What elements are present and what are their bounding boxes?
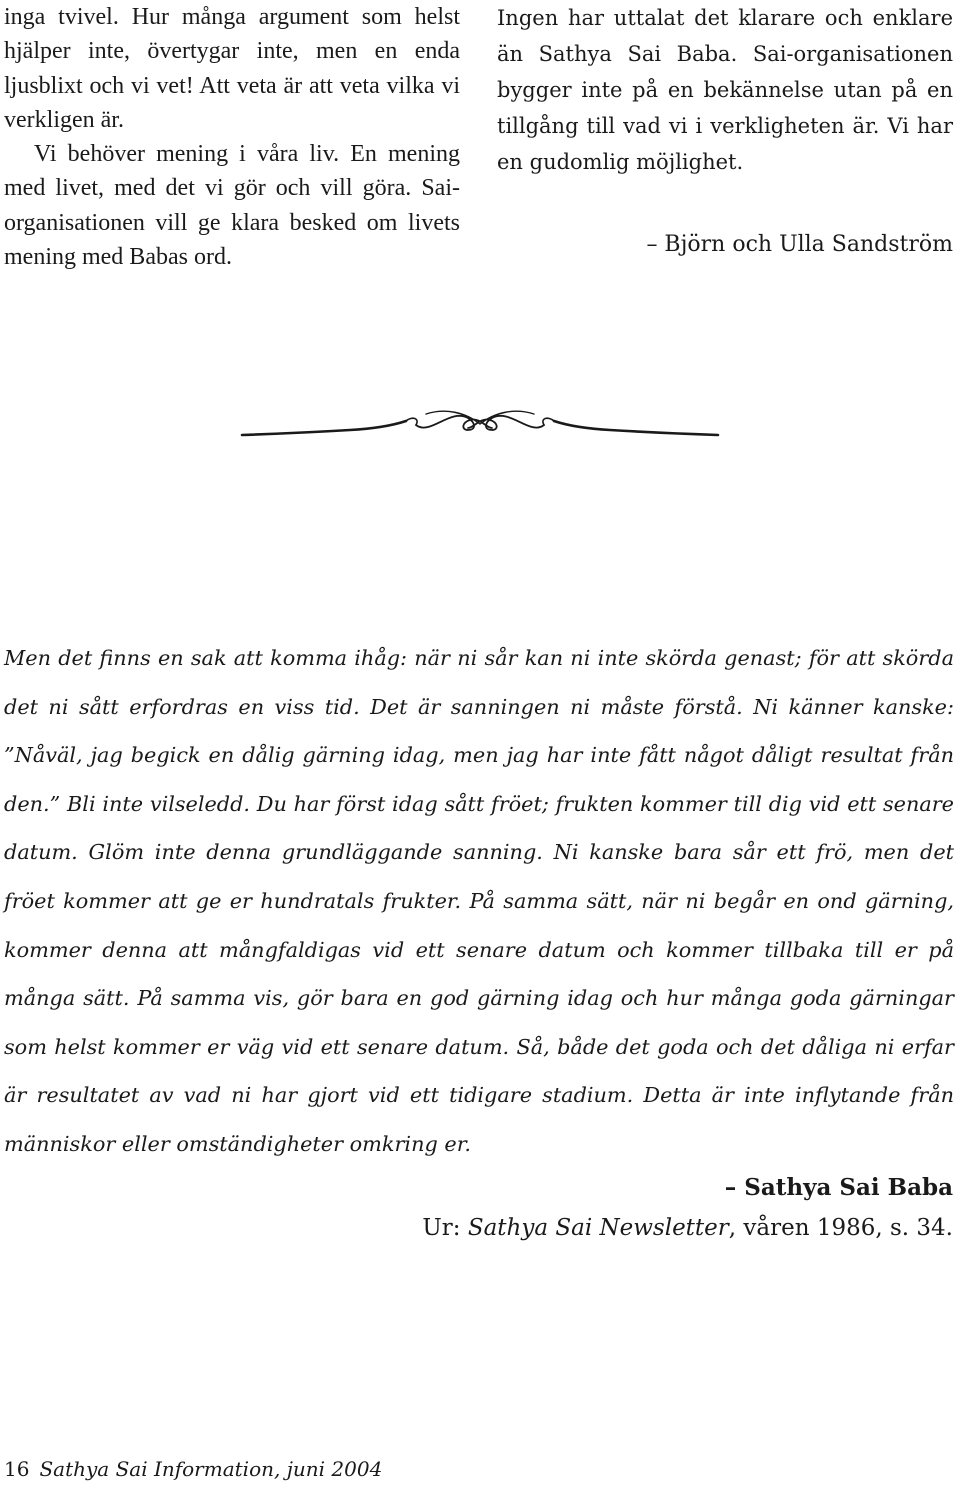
- left-column: [4, 0, 460, 274]
- quote-author: – Sathya Sai Baba: [724, 1174, 953, 1201]
- page-footer: [4, 1456, 382, 1482]
- footer-publication: Sathya Sai Information, juni 2004: [39, 1457, 383, 1481]
- page-number: 16: [4, 1457, 30, 1481]
- article-signature: – Björn och Ulla Sandström: [646, 232, 953, 257]
- baba-quote: Men det finns en sak att komma ihåg: när ni sår kan ni inte skörda genast; för att skörda det ni sått erfordras en viss tid. Det är sanningen ni måste förstå. Ni känner kanske: ”Nåväl, jag begick en dålig gärning idag, men jag har inte fått något dåligt resultat från den.” Bli inte vilseledd. Du har först idag sått fröet; frukten kommer till dig vid ett senare datum. Glöm inte denna grundläggande sanning. Ni kanske bara sår ett frö, men det fröet kommer att ge er hundratals frukter. På samma sätt, när ni begår en ond gärning, kommer denna att mångfaldigas vid ett senare datum och kommer tillbaka till er på många sätt. På samma vis, gör bara en god gärning idag och hur många goda gärningar som helst kommer er väg vid ett senare datum. Så, både det goda och det dåliga ni erfar är resultatet av vad ni har gjort vid ett tidigare stadium. Detta är inte inflytande från människor eller omständigheter omkring er.: [4, 646, 954, 1156]
- right-column: [497, 0, 953, 180]
- right-paragraph: Ingen har uttalat det klarare och enklare än Sathya Sai Baba. Sai-organisationen bygger inte på en bekännelse utan på en tillgång till vad vi i verkligheten är. Vi har en gudomlig möjlighet.: [497, 6, 953, 174]
- flourish-divider-icon: [240, 400, 720, 450]
- source-publication: Sathya Sai Newsletter: [467, 1215, 729, 1241]
- source-prefix: Ur:: [422, 1215, 468, 1241]
- source-suffix: , våren 1986, s. 34.: [728, 1215, 953, 1241]
- left-paragraph-1: inga tvivel. Hur många argument som helst hjälper inte, övertygar inte, men en enda ljusblixt och vi vet! Att veta är att veta vilka vi verkligen är.: [4, 4, 460, 133]
- quote-attribution: [400, 1168, 953, 1248]
- quote-source: [400, 1208, 953, 1248]
- left-paragraph-2: Vi behöver mening i våra liv. En mening med livet, med det vi gör och vill göra. Sai-organisationen vill ge klara besked om livets mening med Babas ord.: [4, 141, 460, 271]
